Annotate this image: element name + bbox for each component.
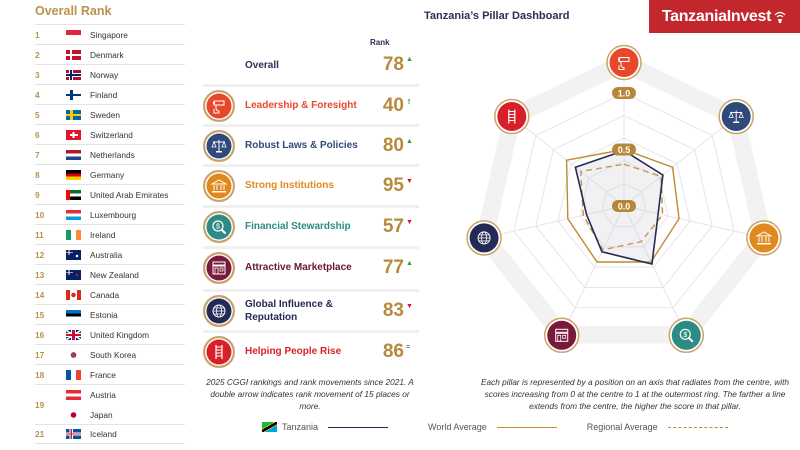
country-entry bbox=[66, 105, 120, 125]
pillar-row bbox=[203, 164, 419, 204]
rank-number: 2 bbox=[35, 49, 40, 60]
rank-row bbox=[35, 84, 185, 104]
pillar-rank-value: 57 bbox=[382, 215, 404, 237]
rank-row bbox=[35, 24, 185, 44]
country-entry bbox=[66, 305, 118, 325]
country-entry bbox=[66, 405, 116, 425]
ladder-icon bbox=[203, 336, 235, 368]
pillar-row bbox=[203, 289, 419, 329]
flag-lu-icon bbox=[66, 210, 81, 220]
rank-number: 21 bbox=[35, 429, 45, 439]
pillar-rank-value: 40 bbox=[382, 94, 404, 116]
flag-au-icon bbox=[66, 250, 81, 260]
flag-kr-icon bbox=[66, 350, 81, 360]
country-entry bbox=[66, 165, 124, 185]
overall-rank-list bbox=[35, 24, 185, 444]
flag-ae-icon bbox=[66, 190, 81, 200]
rank-number: 12 bbox=[35, 249, 45, 260]
rank-number: 8 bbox=[35, 169, 40, 180]
svg-text:$: $ bbox=[216, 223, 220, 230]
rank-movement-up-icon: ▲ bbox=[406, 56, 413, 63]
radar-globe-icon bbox=[467, 221, 501, 255]
country-entry bbox=[66, 385, 116, 405]
flag-dk-icon bbox=[66, 50, 81, 60]
flag-fi-icon bbox=[66, 90, 81, 100]
legend-line-swatch bbox=[328, 427, 388, 428]
country-name: United Arab Emirates bbox=[90, 189, 169, 200]
rank-movement-down-icon: ▼ bbox=[406, 219, 413, 226]
legend-item bbox=[262, 422, 388, 432]
rank-number: 15 bbox=[35, 309, 45, 320]
scales-icon bbox=[203, 130, 235, 162]
legend-item bbox=[587, 422, 728, 432]
radar-explanation-note: Each pillar is represented by a position on an axis that radiates from the centre, with scores increasing from 0 at the centre to 1 at the outermost ring. The farther a line extends from the centre, the higher the score in that pillar. bbox=[480, 377, 790, 411]
country-entry bbox=[66, 65, 118, 85]
country-name: Japan bbox=[90, 409, 113, 420]
flag-no-icon bbox=[66, 70, 81, 80]
radar-ladder-icon bbox=[495, 100, 529, 134]
flag-ie-icon bbox=[66, 230, 81, 240]
flag-tz-icon bbox=[262, 422, 277, 432]
pillar-rank-value: 95 bbox=[382, 174, 404, 196]
rank-row bbox=[35, 184, 185, 204]
rank-row bbox=[35, 344, 185, 364]
globe-icon bbox=[203, 295, 235, 327]
country-name: United Kingdom bbox=[90, 329, 150, 340]
flag-ca-icon bbox=[66, 290, 81, 300]
pillar-label: Attractive Marketplace bbox=[245, 262, 352, 273]
pillar-rank-value: 78 bbox=[382, 54, 404, 75]
flag-gb-icon bbox=[66, 330, 81, 340]
pillar-row bbox=[203, 246, 419, 286]
overall-rank-row bbox=[203, 45, 419, 85]
pillar-label: Global Influence & Reputation bbox=[245, 298, 333, 323]
country-entry bbox=[66, 285, 119, 305]
rank-row bbox=[35, 384, 185, 424]
pillar-rank-value: 86 bbox=[382, 340, 404, 362]
pillar-row bbox=[203, 330, 419, 370]
rank-movement-up-icon: ▲ bbox=[406, 260, 413, 267]
flag-se-icon bbox=[66, 110, 81, 120]
rank-movement-up-icon: ▲ bbox=[406, 138, 413, 145]
rank-number: 19 bbox=[35, 399, 45, 410]
pillar-rank-value: 77 bbox=[382, 256, 404, 278]
rank-number: 10 bbox=[35, 209, 45, 220]
pillar-label: Helping People Rise bbox=[245, 346, 342, 357]
flag-ch-icon bbox=[66, 130, 81, 140]
storefront-icon bbox=[203, 252, 235, 284]
country-name: South Korea bbox=[90, 349, 137, 360]
legend-line-swatch bbox=[497, 427, 557, 428]
rank-number: 17 bbox=[35, 349, 45, 360]
country-entry bbox=[66, 265, 139, 285]
rank-row bbox=[35, 224, 185, 244]
rank-number: 16 bbox=[35, 329, 45, 340]
country-name: Switzerland bbox=[90, 129, 133, 140]
country-name: Netherlands bbox=[90, 149, 135, 160]
flag-nl-icon bbox=[66, 150, 81, 160]
rank-number: 7 bbox=[35, 149, 40, 160]
rank-row bbox=[35, 44, 185, 64]
flag-nz-icon bbox=[66, 270, 81, 280]
country-entry bbox=[66, 125, 133, 145]
country-name: Germany bbox=[90, 169, 125, 180]
country-entry bbox=[66, 205, 136, 225]
flag-ee-icon bbox=[66, 310, 81, 320]
pillar-rank-value: 80 bbox=[382, 134, 404, 156]
brand-logo[interactable] bbox=[649, 0, 800, 33]
country-entry bbox=[66, 245, 122, 265]
country-name: Singapore bbox=[90, 29, 128, 40]
dashboard-title: Tanzania’s Pillar Dashboard bbox=[424, 10, 570, 22]
institution-icon bbox=[203, 170, 235, 202]
chart-legend bbox=[262, 422, 750, 432]
rank-row bbox=[35, 264, 185, 284]
pillar-row bbox=[203, 205, 419, 245]
country-name: Austria bbox=[90, 389, 116, 400]
pillar-rank-value: 83 bbox=[382, 299, 404, 321]
rank-row bbox=[35, 324, 185, 344]
country-entry bbox=[66, 45, 124, 65]
country-name: Iceland bbox=[90, 429, 117, 439]
country-name: Sweden bbox=[90, 109, 120, 120]
rank-number: 5 bbox=[35, 109, 40, 120]
country-name: Australia bbox=[90, 249, 123, 260]
country-name: New Zealand bbox=[90, 269, 139, 280]
telescope-icon bbox=[203, 90, 235, 122]
flag-at-icon bbox=[66, 390, 81, 400]
country-name: Canada bbox=[90, 289, 120, 300]
flag-sg-icon bbox=[66, 30, 81, 40]
country-entry bbox=[66, 325, 149, 345]
overall-rank-title: Overall Rank bbox=[35, 4, 112, 18]
rank-row bbox=[35, 424, 185, 444]
country-entry bbox=[66, 25, 128, 45]
pillar-label: Leadership & Foresight bbox=[245, 100, 357, 111]
brand-name: TanzaniaInvest bbox=[661, 7, 772, 25]
rank-number: 13 bbox=[35, 269, 45, 280]
rank-movement-flat-icon: = bbox=[406, 344, 411, 351]
radar-scales-icon bbox=[719, 100, 753, 134]
flag-jp-icon bbox=[66, 410, 81, 420]
country-entry bbox=[66, 145, 135, 165]
rank-number: 4 bbox=[35, 89, 40, 100]
country-entry bbox=[66, 185, 168, 205]
pillar-label: Overall bbox=[245, 59, 279, 71]
country-name: Finland bbox=[90, 89, 118, 100]
radar-institution-icon bbox=[747, 221, 781, 255]
country-name: Norway bbox=[90, 69, 119, 80]
rank-row bbox=[35, 124, 185, 144]
rank-row bbox=[35, 304, 185, 324]
rank-row bbox=[35, 364, 185, 384]
rank-number: 1 bbox=[35, 29, 40, 40]
legend-label: Regional Average bbox=[586, 422, 658, 432]
rank-number: 18 bbox=[35, 369, 45, 380]
pillar-row bbox=[203, 124, 419, 164]
radar-tick-label: 0.0 bbox=[617, 201, 631, 212]
country-entry bbox=[66, 424, 117, 444]
legend-label: World Average bbox=[428, 422, 487, 432]
rank-row bbox=[35, 284, 185, 304]
rank-row bbox=[35, 164, 185, 184]
pillar-radar-chart bbox=[430, 38, 800, 373]
flag-fr-icon bbox=[66, 370, 81, 380]
radar-storefront-icon bbox=[545, 318, 579, 352]
country-name: France bbox=[90, 369, 116, 380]
country-name: Luxembourg bbox=[90, 209, 137, 220]
rank-number: 6 bbox=[35, 129, 40, 140]
legend-line-swatch bbox=[668, 427, 728, 428]
country-name: Denmark bbox=[90, 49, 124, 60]
rank-row bbox=[35, 64, 185, 84]
rank-row bbox=[35, 204, 185, 224]
pillar-label: Robust Laws & Policies bbox=[245, 140, 358, 151]
country-entry bbox=[66, 365, 116, 385]
rank-row bbox=[35, 244, 185, 264]
pillar-row bbox=[203, 84, 419, 124]
flag-is-icon bbox=[66, 429, 81, 439]
svg-text:$: $ bbox=[683, 331, 688, 339]
radar-tick-label: 1.0 bbox=[617, 88, 631, 99]
rank-number: 11 bbox=[35, 229, 44, 240]
legend-label: Tanzania bbox=[282, 422, 319, 432]
flag-de-icon bbox=[66, 170, 81, 180]
money-search-icon bbox=[203, 211, 235, 243]
country-name: Ireland bbox=[90, 229, 116, 240]
country-name: Estonia bbox=[90, 309, 118, 320]
rank-row bbox=[35, 144, 185, 164]
rank-number: 3 bbox=[35, 69, 40, 80]
radar-money-search-icon bbox=[669, 318, 703, 352]
country-entry bbox=[66, 345, 136, 365]
country-entry bbox=[66, 85, 117, 105]
pillar-label: Strong Institutions bbox=[245, 180, 334, 191]
rank-row bbox=[35, 104, 185, 124]
rank-movement-down-icon: ▼ bbox=[406, 303, 413, 310]
rank-movement-double-up-icon: ⇑ bbox=[406, 99, 412, 106]
country-entry bbox=[66, 225, 115, 245]
africa-wifi-icon bbox=[773, 9, 787, 25]
radar-tick-label: 0.5 bbox=[617, 145, 631, 155]
rank-number: 9 bbox=[35, 189, 40, 200]
pillar-label: Financial Stewardship bbox=[245, 221, 351, 232]
rank-number: 14 bbox=[35, 289, 45, 300]
rankings-note: 2025 CGGI rankings and rank movements since 2021. A double arrow indicates rank movement of 15 places or more. bbox=[206, 377, 414, 411]
rank-movement-down-icon: ▼ bbox=[406, 178, 413, 185]
legend-item bbox=[428, 422, 557, 432]
radar-telescope-icon bbox=[607, 45, 641, 79]
rank-column-header: Rank bbox=[370, 38, 390, 47]
